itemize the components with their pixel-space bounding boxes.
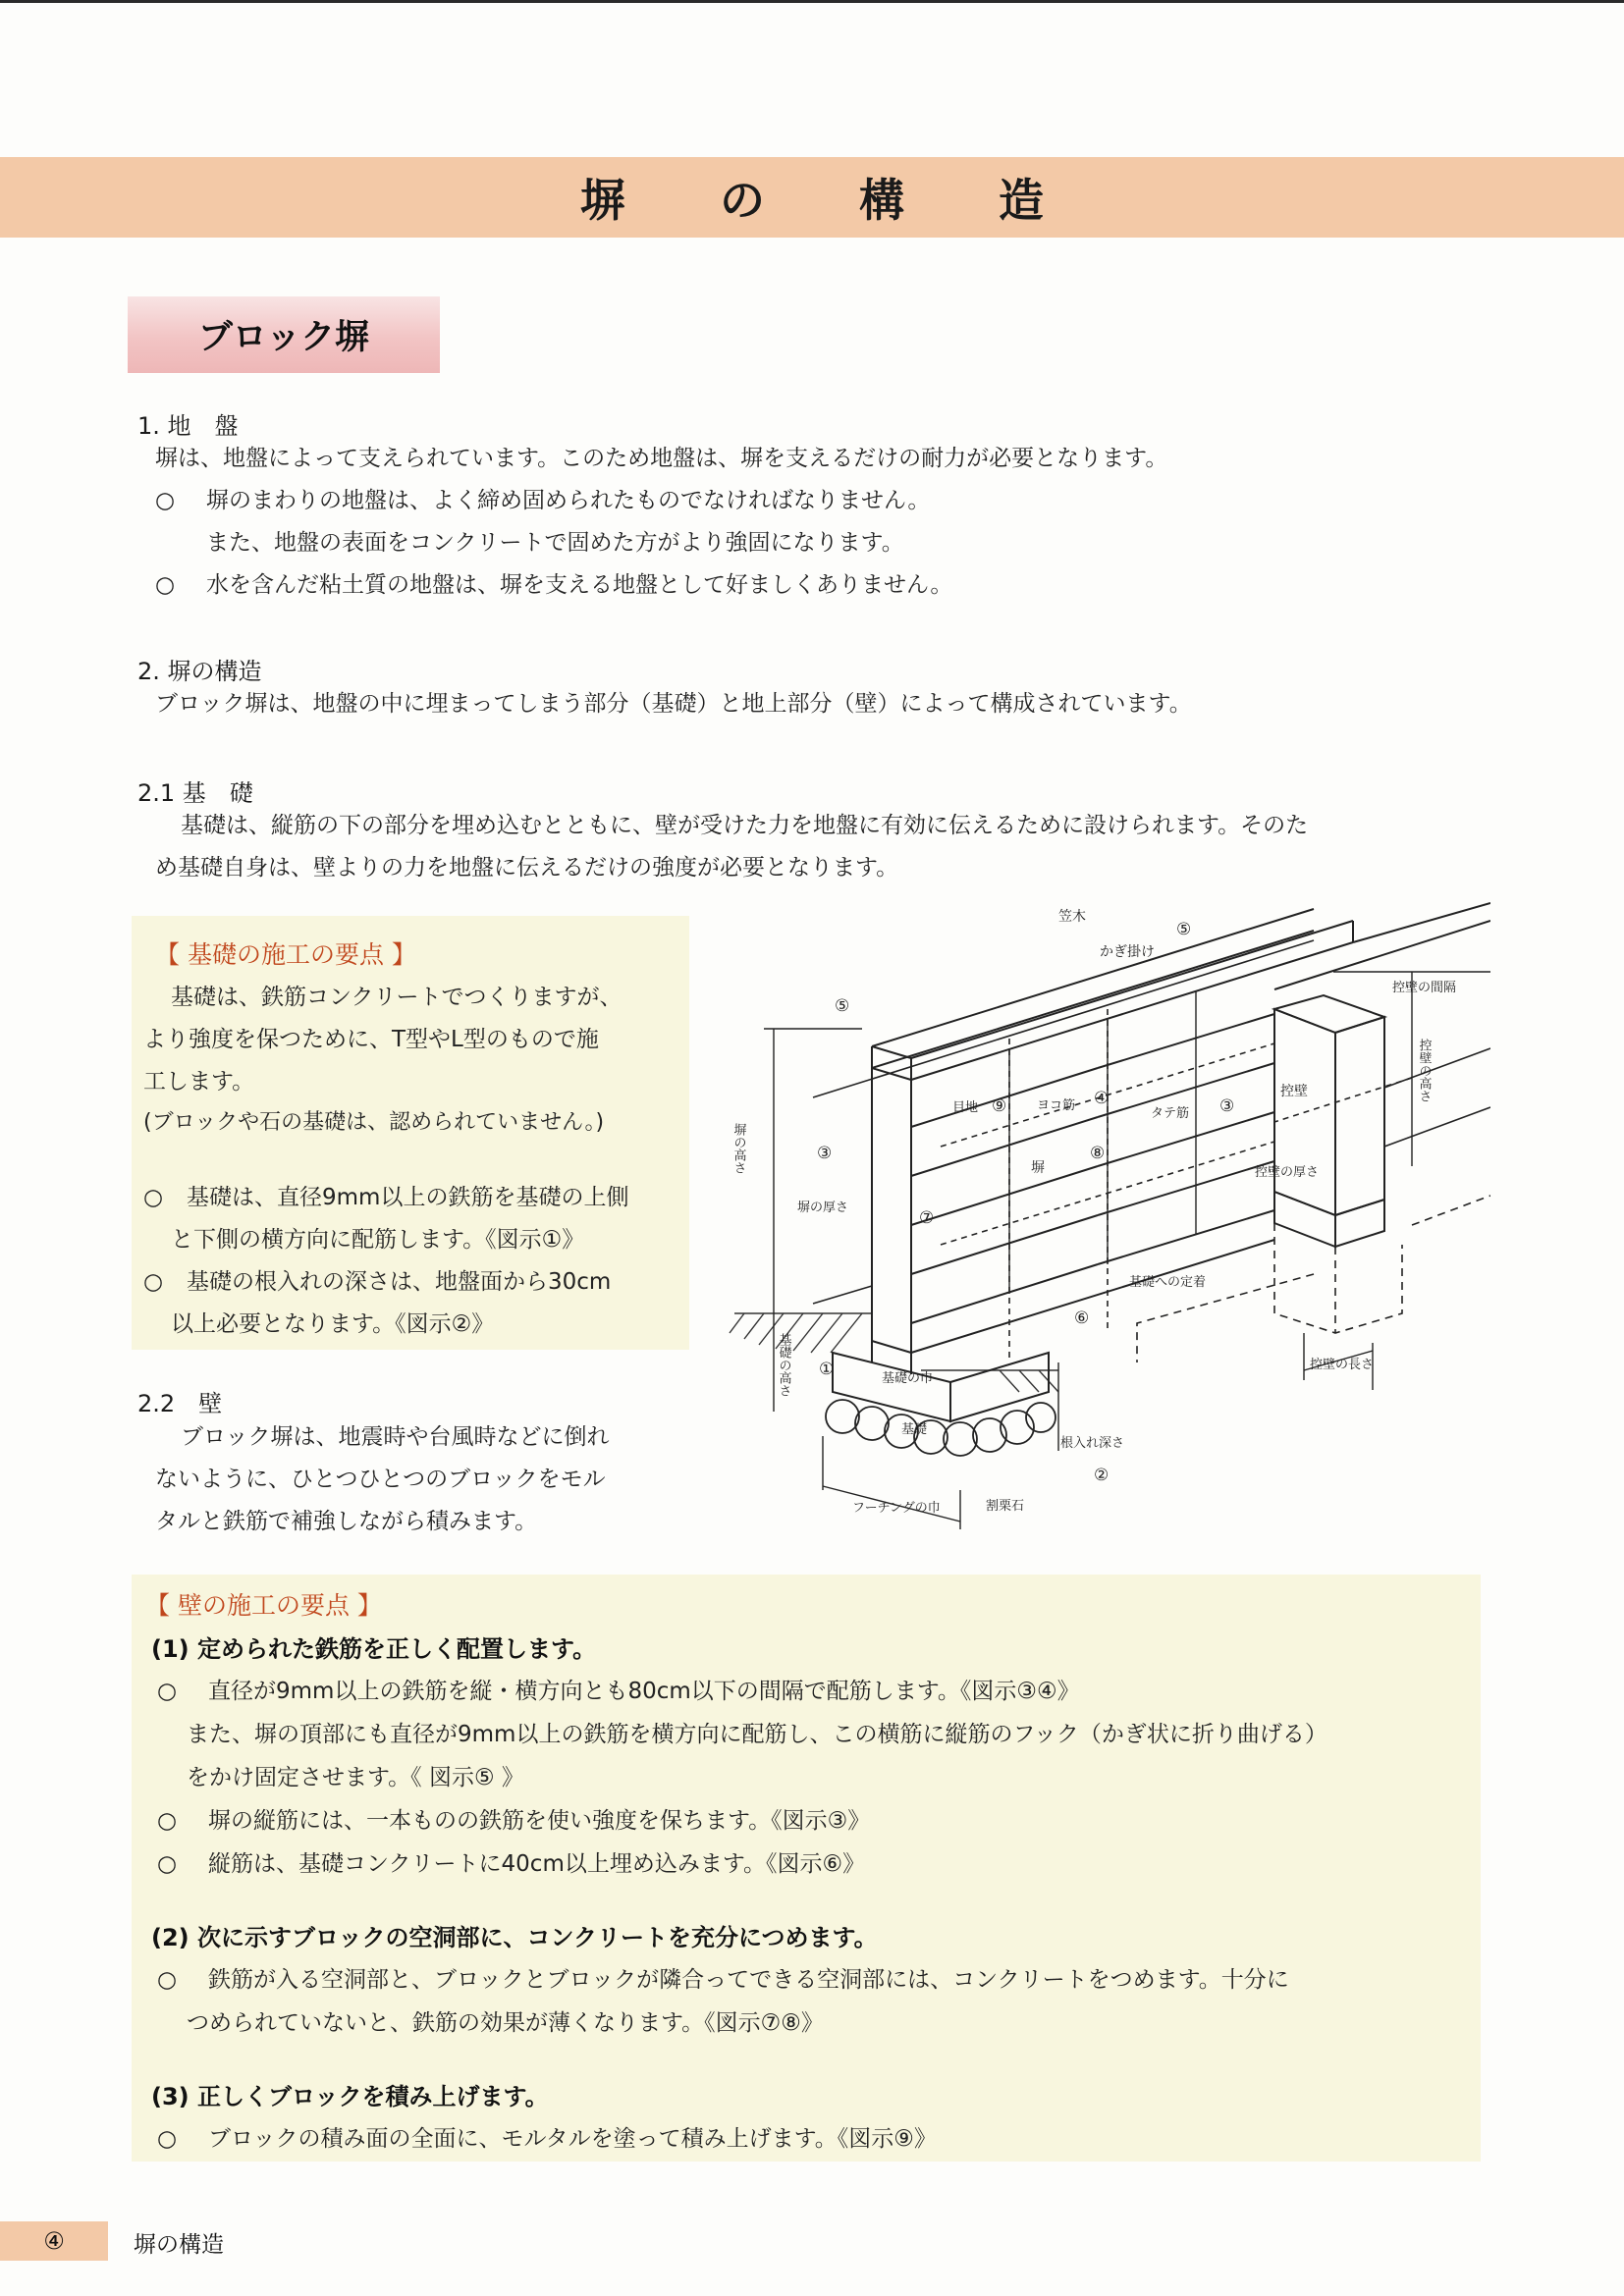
wall-line-1: ブロック塀は、地震時や台風時などに倒れ (181, 1424, 610, 1450)
footing (833, 1341, 1049, 1421)
wall-points-box (132, 1575, 1481, 2162)
wp-a2: また、塀の頂部にも直径が9mm以上の鉄筋を横方向に配筋し、この横筋に縦筋のフック（かぎ状に折り曲げる） (187, 1722, 1327, 1747)
bullet-text: 基礎は、直径9mm以上の鉄筋を基礎の上側 (187, 1185, 629, 1210)
footer-label: 塀の構造 (134, 2232, 224, 2258)
heading-foundation: 2.1 基 礎 (137, 779, 253, 807)
label-n5-left: ⑤ (835, 996, 850, 1016)
bullet-mark: ○ (157, 1808, 178, 1834)
page-number: ④ (0, 2221, 108, 2261)
label-hikae-atsusa: 控壁の厚さ (1255, 1165, 1320, 1180)
fp-bullet-1-cont: と下側の横方向に配筋します。《図示①》 (171, 1227, 585, 1253)
label-hei-atsusa: 塀の厚さ (797, 1201, 849, 1215)
label-n5-top: ⑤ (1176, 920, 1192, 939)
bullet-mark: ○ (143, 1269, 164, 1295)
structure-text: ブロック塀は、地盤の中に埋まってしまう部分（基礎）と地上部分（壁）によって構成されています。 (155, 691, 1192, 717)
title-band (0, 157, 1624, 238)
bullet-text: 直径が9mm以上の鉄筋を縦・横方向とも80cm以下の間隔で配筋します。《図示③④》 (208, 1679, 1080, 1704)
top-rule (0, 0, 1624, 3)
label-hikae: 控壁 (1280, 1084, 1308, 1099)
label-hikae-kankaku: 控壁の間隔 (1392, 981, 1457, 995)
label-tatekin: タテ筋 (1151, 1106, 1190, 1121)
wp-a5 (157, 1845, 865, 1878)
buttress (1274, 903, 1490, 1247)
section-tag-label: ブロック塀 (197, 318, 370, 357)
label-n2: ② (1094, 1466, 1110, 1485)
wp-b2: つめられていないと、鉄筋の効果が薄くなります。《図示⑦⑧》 (187, 2010, 824, 2036)
foundation-points-title: 【 基礎の施工の要点 】 (155, 940, 416, 969)
bullet-mark: ○ (157, 1679, 178, 1704)
bullet-text: 水を含んだ粘土質の地盤は、塀を支える地盤として好ましくありません。 (206, 572, 953, 598)
fp-line-4: (ブロックや石の基礎は、認められていません。) (143, 1110, 605, 1135)
label-hei-takasa: 塀の高さ (731, 1123, 746, 1174)
wall-points-h1: (1) 定められた鉄筋を正しく配置します。 (151, 1635, 597, 1663)
bullet-mark: ○ (157, 2126, 178, 2152)
label-mejii: 目地 (952, 1100, 979, 1115)
label-kasagi: 笠木 (1058, 909, 1086, 925)
wp-a1 (157, 1673, 1080, 1705)
page-title: 塀 の 構 造 (579, 174, 1084, 227)
label-n7: ⑦ (919, 1208, 935, 1228)
wall-points-h3: (3) 正しくブロックを積み上げます。 (151, 2083, 549, 2110)
label-n8: ⑧ (1090, 1144, 1106, 1163)
label-warikuri: 割栗石 (986, 1499, 1025, 1514)
block-wall-diagram (725, 901, 1490, 1559)
label-n1: ① (819, 1360, 835, 1379)
label-kagikake: かぎ掛け (1100, 944, 1155, 960)
wall-points-title: 【 壁の施工の要点 】 (145, 1591, 382, 1620)
label-hei: 塀 (1031, 1160, 1045, 1176)
rebar (941, 1009, 1412, 1362)
label-n4: ④ (1094, 1089, 1110, 1108)
label-kiso: 基礎 (901, 1422, 928, 1437)
bullet-text: 塀の縦筋には、一本ものの鉄筋を使い強度を保ちます。《図示③》 (208, 1808, 871, 1834)
foundation-line-1: 基礎は、縦筋の下の部分を埋め込むとともに、壁が受けた力を地盤に有効に伝えるために設けられます。そのた (181, 813, 1309, 838)
label-kiso-teichaku: 基礎への定着 (1129, 1275, 1207, 1290)
wp-a3: をかけ固定させます。《 図示⑤ 》 (187, 1765, 524, 1790)
bullet-text: ブロックの積み面の全面に、モルタルを塗って積み上げます。《図示⑨》 (208, 2126, 937, 2152)
label-n6: ⑥ (1074, 1308, 1090, 1328)
bullet-text: 縦筋は、基礎コンクリートに40cm以上埋め込みます。《図示⑥》 (208, 1851, 866, 1877)
heading-wall: 2.2 壁 (137, 1390, 223, 1417)
label-kiso-haba: 基礎の巾 (882, 1371, 934, 1386)
rubble-stones (826, 1400, 1056, 1456)
fp-bullet-2 (143, 1263, 611, 1296)
bullet-text: 基礎の根入れの深さは、地盤面から30cm (187, 1269, 612, 1295)
fp-bullet-2-cont: 以上必要となります。《図示②》 (171, 1311, 495, 1337)
wall-points-h2: (2) 次に示すブロックの空洞部に、コンクリートを充分につめます。 (151, 1924, 878, 1951)
label-yokokin: ヨコ筋 (1037, 1098, 1076, 1113)
bullet-mark: ○ (157, 1967, 178, 1993)
bullet-mark: ○ (155, 572, 176, 598)
heading-ground: 1. 地 盤 (137, 412, 239, 440)
wall-line-2: ないように、ひとつひとつのブロックをモル (155, 1467, 606, 1492)
bullet-mark: ○ (157, 1851, 178, 1877)
wp-a4 (157, 1802, 870, 1835)
ground-bullet-1-cont: また、地盤の表面をコンクリートで固めた方がより強固になります。 (206, 530, 904, 556)
label-footing: フーチングの巾 (852, 1501, 941, 1516)
wp-c1 (157, 2120, 937, 2153)
fp-line-3: 工します。 (143, 1069, 255, 1095)
wall-front (872, 909, 1353, 1353)
bullet-mark: ○ (155, 488, 176, 513)
label-n3-left: ③ (817, 1144, 833, 1163)
label-hikae-nagasa: 控壁の長さ (1310, 1358, 1375, 1372)
bullet-mark: ○ (143, 1185, 164, 1210)
label-neire: 根入れ深さ (1060, 1436, 1125, 1451)
wall-line-3: タルと鉄筋で補強しながら積みます。 (155, 1509, 538, 1534)
fp-line-1: 基礎は、鉄筋コンクリートでつくりますが、 (171, 985, 623, 1010)
label-kiso-takasa: 基礎の高さ (776, 1333, 791, 1397)
label-n3-right: ③ (1219, 1096, 1235, 1116)
ground-bullet-1 (155, 480, 930, 522)
wp-b1 (157, 1961, 1289, 1994)
section-tag (128, 296, 440, 373)
foundation-points-box (132, 916, 689, 1350)
ground-intro: 塀は、地盤によって支えられています。このため地盤は、塀を支えるだけの耐力が必要となります。 (155, 446, 1168, 471)
heading-structure: 2. 塀の構造 (137, 658, 262, 685)
ground-bullet-2 (155, 564, 952, 607)
bullet-text: 鉄筋が入る空洞部と、ブロックとブロックが隣合ってできる空洞部には、コンクリートをつめます。十分に (208, 1967, 1289, 1993)
label-n9: ⑨ (992, 1096, 1007, 1116)
bullet-text: 塀のまわりの地盤は、よく締め固められたものでなければなりません。 (206, 488, 931, 513)
fp-bullet-1 (143, 1179, 628, 1211)
label-hikae-takasa: 控壁の高さ (1416, 1039, 1432, 1102)
fp-line-2: より強度を保つために、T型やL型のもので施 (143, 1027, 599, 1052)
foundation-line-2: め基礎自身は、壁よりの力を地盤に伝えるだけの強度が必要となります。 (155, 855, 899, 881)
